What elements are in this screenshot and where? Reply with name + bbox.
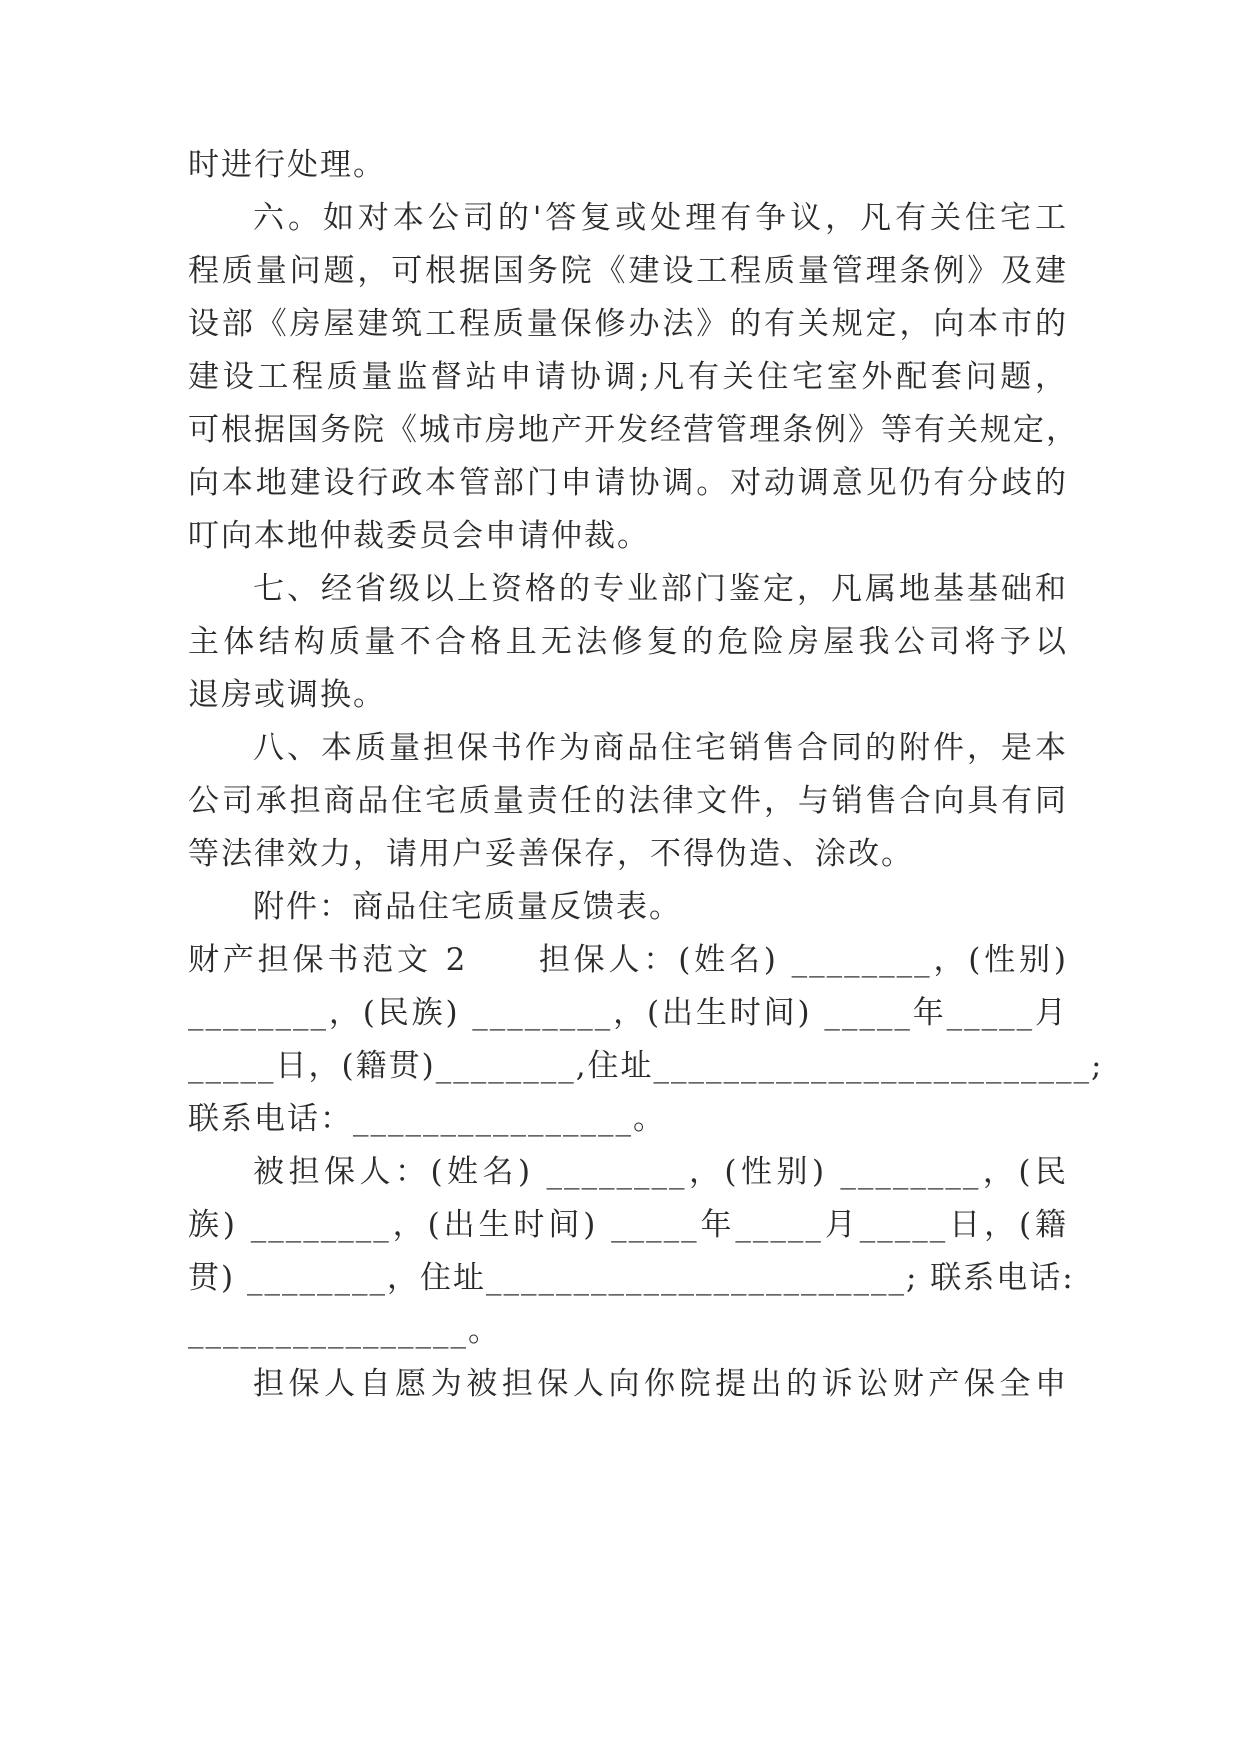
text-line-18: _____日，(籍贯)________,住址_________________________;: [188, 1048, 1104, 1084]
text-line-12: 八、本质量担保书作为商品住宅销售合同的附件，是本: [253, 730, 1068, 766]
text-line-17: ________，(民族) ________，(出生时间) _____年_____月: [188, 995, 1068, 1031]
text-line-8: 叮向本地仲裁委员会申请仲裁。: [188, 518, 650, 554]
text-line-9: 七、经省级以上资格的专业部门鉴定，凡属地基基础和: [253, 571, 1068, 607]
text-line-5: 建设工程质量监督站申请协调;凡有关住宅室外配套问题，: [188, 359, 1068, 395]
text-line-19: 联系电话：________________。: [188, 1101, 666, 1137]
text-line-22: 贯) ________，住址________________________; 联系电话:: [188, 1260, 1075, 1296]
text-line-13: 公司承担商品住宅质量责任的法律文件，与销售合向具有同: [188, 783, 1068, 819]
text-line-11: 退房或调换。: [188, 677, 386, 713]
text-line-14: 等法律效力，请用户妥善保存，不得伪造、涂改。: [188, 836, 914, 872]
text-line-23: ________________。: [188, 1313, 501, 1349]
text-line-4: 设部《房屋建筑工程质量保修办法》的有关规定，向本市的: [188, 306, 1068, 342]
text-line-20: 被担保人：(姓名) ________，(性别) ________，(民: [253, 1154, 1068, 1190]
text-line-7: 向本地建设行政本管部门申请协调。对动调意见仍有分歧的: [188, 465, 1068, 501]
text-line-16: 财产担保书范文 2 担保人：(姓名) ________，(性别): [188, 942, 1068, 978]
text-line-15: 附件：商品住宅质量反馈表。: [253, 889, 682, 925]
text-line-10: 主体结构质量不合格且无法修复的危险房屋我公司将予以: [188, 624, 1068, 660]
text-line-2: 六。如对本公司的'答复或处理有争议，凡有关住宅工: [253, 200, 1068, 236]
text-line-6: 可根据国务院《城市房地产开发经营管理条例》等有关规定，: [188, 412, 1079, 448]
text-line-3: 程质量问题，可根据国务院《建设工程质量管理条例》及建: [188, 253, 1068, 289]
text-line-21: 族) ________，(出生时间) _____年_____月_____日，(籍: [188, 1207, 1068, 1243]
text-line-1: 时进行处理。: [188, 147, 386, 183]
text-line-24: 担保人自愿为被担保人向你院提出的诉讼财产保全申: [253, 1366, 1068, 1402]
